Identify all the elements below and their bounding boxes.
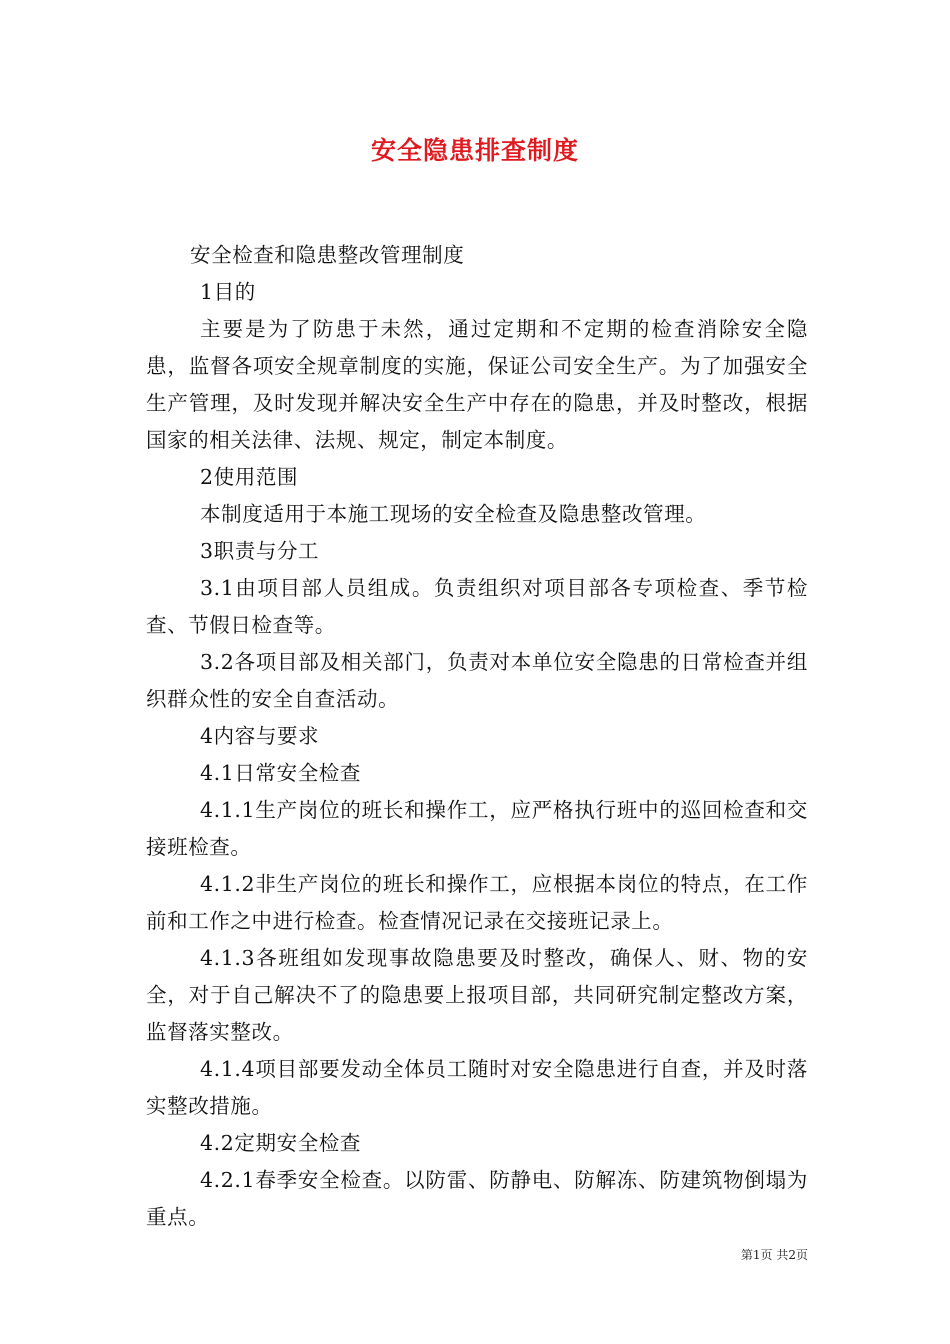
section-heading: 4内容与要求 — [200, 724, 320, 748]
paragraph: 3.1由项目部人员组成。负责组织对项目部各专项检查、季节检查、节假日检查等。 — [146, 576, 808, 637]
paragraph: 4.1.4项目部要发动全体员工随时对安全隐患进行自查，并及时落实整改措施。 — [146, 1057, 808, 1118]
paragraph: 3.2各项目部及相关部门，负责对本单位安全隐患的日常检查并组织群众性的安全自查活动。 — [146, 650, 808, 711]
paragraph: 主要是为了防患于未然，通过定期和不定期的检查消除安全隐患，监督各项安全规章制度的实施，保证公司安全生产。为了加强安全生产管理，及时发现并解决安全生产中存在的隐患，并及时整改，根据国家的相关法律、法规、规定，制定本制度。 — [146, 317, 808, 452]
section-heading: 1目的 — [200, 280, 256, 304]
paragraph: 4.1.2非生产岗位的班长和操作工，应根据本岗位的特点，在工作前和工作之中进行检查。检查情况记录在交接班记录上。 — [146, 872, 808, 933]
document-title: 安全隐患排查制度 — [370, 136, 579, 165]
subsection-heading: 4.2定期安全检查 — [200, 1131, 362, 1155]
subsection-heading: 4.1日常安全检查 — [200, 761, 362, 785]
document-body — [146, 237, 808, 1236]
paragraph: 4.1.1生产岗位的班长和操作工，应严格执行班中的巡回检查和交接班检查。 — [146, 798, 808, 859]
section-heading: 3职责与分工 — [200, 539, 320, 563]
paragraph: 4.1.3各班组如发现事故隐患要及时整改，确保人、财、物的安全，对于自己解决不了的隐患要上报项目部，共同研究制定整改方案，监督落实整改。 — [146, 946, 808, 1044]
page-number: 第1页 共2页 — [740, 1248, 808, 1262]
paragraph: 4.2.1春季安全检查。以防雷、防静电、防解冻、防建筑物倒塌为重点。 — [146, 1168, 808, 1229]
section-heading: 安全检查和隐患整改管理制度 — [190, 243, 465, 267]
section-heading: 2使用范围 — [200, 465, 299, 489]
paragraph: 本制度适用于本施工现场的安全检查及隐患整改管理。 — [200, 502, 707, 526]
